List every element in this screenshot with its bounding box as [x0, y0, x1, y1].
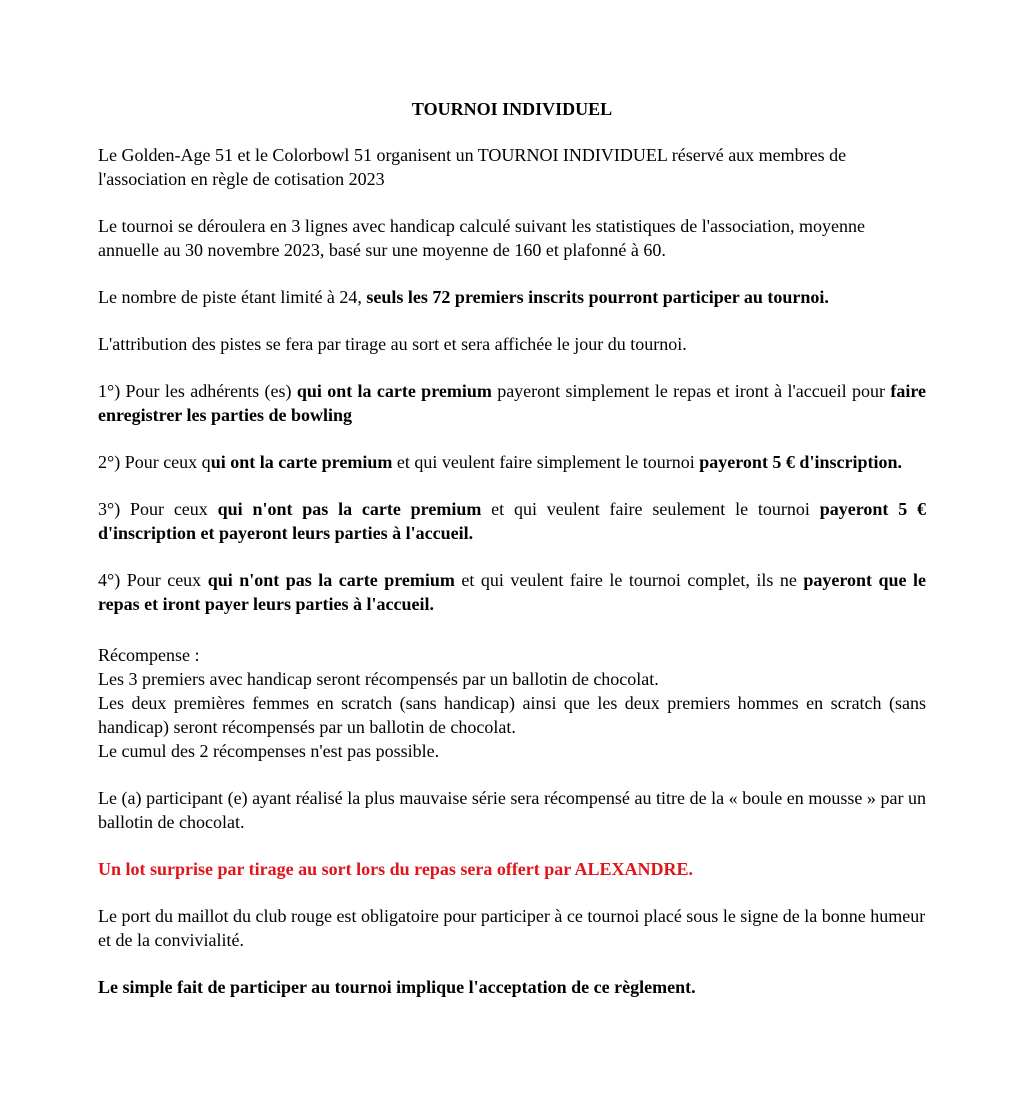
limit-bold-text: seuls les 72 premiers inscrits pourront participer au tournoi.	[366, 287, 829, 307]
rule-4-text-c: et qui veulent faire le tournoi complet, ils ne	[454, 570, 804, 590]
rule-3-bold-d: payeront 5 € d'inscription et payeront leurs parties à l'accueil.	[98, 499, 927, 543]
rule-2-bold-b: ui ont la carte premium	[210, 452, 393, 472]
intro-paragraph: Le Golden-Age 51 et le Colorbowl 51 organisent un TOURNOI INDIVIDUEL réservé aux membres de l'association en règle de cotisation 2023	[98, 145, 847, 189]
jersey-paragraph: Le port du maillot du club rouge est obligatoire pour participer à ce tournoi placé sous le signe de la bonne humeur et de la convivialité.	[98, 906, 926, 950]
rule-3-paragraph	[98, 497, 926, 545]
rule-1-text-a: 1°) Pour les adhérents (es)	[98, 381, 297, 401]
limit-text: Le nombre de piste étant limité à 24,	[98, 287, 367, 307]
rule-1-bold-b: qui ont la carte premium	[296, 381, 492, 401]
rule-3-bold-b: qui n'ont pas la carte premium	[217, 499, 482, 519]
acceptance-text: Le simple fait de participer au tournoi implique l'acceptation de ce règlement.	[98, 977, 696, 997]
rule-2-bold-d: payeront 5 € d'inscription.	[699, 452, 902, 472]
rule-3-text-c: et qui veulent faire seulement le tournoi	[481, 499, 820, 519]
rule-4-paragraph	[98, 568, 926, 616]
lanes-paragraph: L'attribution des pistes se fera par tirage au sort et sera affichée le jour du tournoi.	[98, 334, 687, 354]
rewards-line-2: Les deux premières femmes en scratch (sans handicap) ainsi que les deux premiers hommes en scratch (sans handicap) seront récompensés par un ballotin de chocolat.	[98, 693, 926, 737]
worst-series-paragraph: Le (a) participant (e) ayant réalisé la plus mauvaise série sera récompensé au titre de la « boule en mousse » par un ballotin de chocolat.	[98, 788, 926, 832]
rule-4-bold-b: qui n'ont pas la carte premium	[207, 570, 455, 590]
limit-paragraph	[98, 285, 926, 309]
rule-1-text-c: payeront simplement le repas et iront à l'accueil pour	[491, 381, 891, 401]
rule-3-text-a: 3°) Pour ceux	[98, 499, 218, 519]
rewards-line-1: Les 3 premiers avec handicap seront récompensés par un ballotin de chocolat.	[98, 669, 659, 689]
acceptance-paragraph	[98, 975, 926, 999]
rule-1-paragraph	[98, 379, 926, 427]
rewards-heading: Récompense :	[98, 645, 200, 665]
surprise-paragraph: Un lot surprise par tirage au sort lors du repas sera offert par ALEXANDRE.	[98, 859, 693, 879]
rule-2-paragraph	[98, 450, 926, 474]
rule-4-text-a: 4°) Pour ceux	[98, 570, 208, 590]
rule-1-bold-d: faire enregistrer les parties de bowling	[98, 381, 926, 425]
rule-4-bold-d: payeront que le repas et iront payer leurs parties à l'accueil.	[98, 570, 927, 614]
handicap-paragraph: Le tournoi se déroulera en 3 lignes avec handicap calculé suivant les statistiques de l'association, moyenne annuelle au 30 novembre 2023, basé sur une moyenne de 160 et plafonné à 60.	[98, 216, 865, 260]
document-page	[98, 97, 926, 1022]
rule-2-text-a: 2°) Pour ceux q	[98, 452, 211, 472]
document-title: TOURNOI INDIVIDUEL	[411, 99, 613, 119]
rule-2-text-c: et qui veulent faire simplement le tournoi	[392, 452, 700, 472]
rewards-section	[98, 643, 926, 763]
rewards-line-3: Le cumul des 2 récompenses n'est pas possible.	[98, 741, 440, 761]
